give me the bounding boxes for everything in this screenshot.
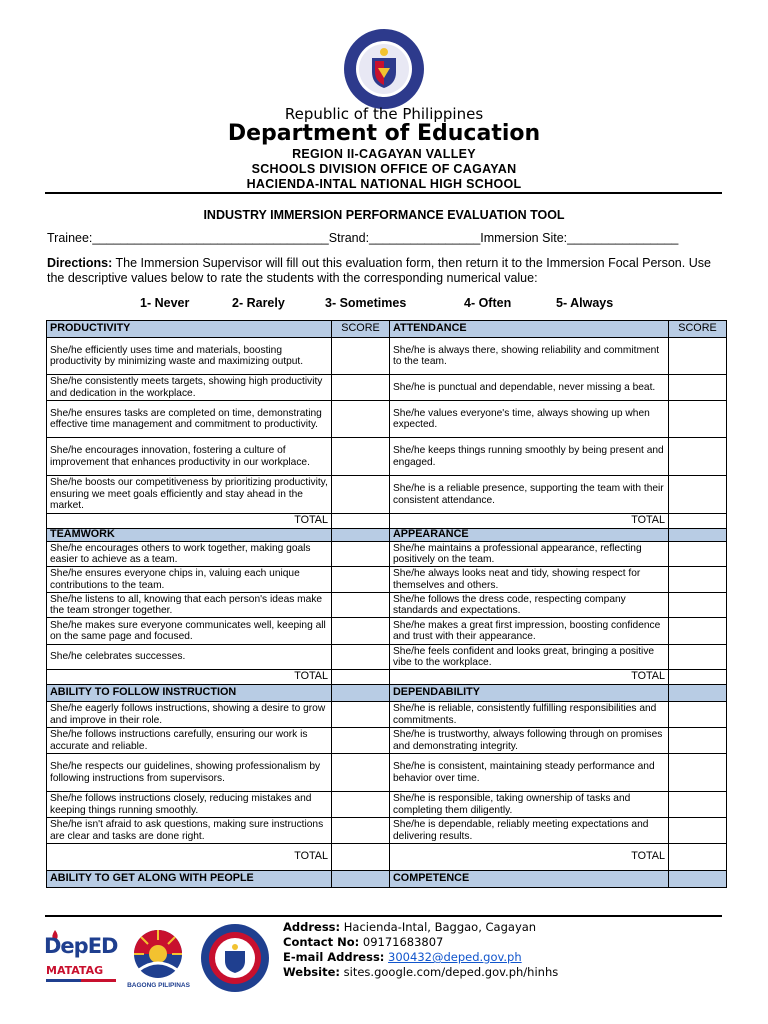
score-cell[interactable] [669,728,727,754]
criterion-text: She/he always looks neat and tidy, showing respect for themselves and others. [390,567,669,593]
total-score-cell[interactable] [332,514,390,529]
section-get-along: ABILITY TO GET ALONG WITH PEOPLE [47,871,332,888]
evaluation-table [46,320,727,888]
school-heading: HACIENDA-INTAL NATIONAL HIGH SCHOOL [246,177,522,191]
scale-rarely: 2- Rarely [232,296,285,310]
score-cell[interactable] [669,792,727,818]
department-heading: Department of Education [227,121,541,146]
section-follow-instruction: ABILITY TO FOLLOW INSTRUCTION [47,685,332,702]
score-cell[interactable] [332,728,390,754]
bagong-pilipinas-logo [121,926,196,996]
header-divider [45,192,722,194]
contact-value: 09171683807 [359,935,444,949]
score-cell[interactable] [332,702,390,728]
total-score-cell[interactable] [669,670,727,685]
score-header-empty [332,685,390,702]
total-score-cell[interactable] [669,514,727,529]
criterion-text: She/he is a reliable presence, supporting the team with their consistent attendance. [390,476,669,514]
section-teamwork: TEAMWORK [47,529,332,542]
contact-label: Contact No: [283,935,360,949]
scale-never: 1- Never [140,296,190,310]
total-row [47,514,727,529]
score-cell[interactable] [669,645,727,670]
criterion-text: She/he listens to all, knowing that each person's ideas make the team stronger together. [47,593,332,618]
bagong-pilipinas-text: BAGONG PILIPINAS [127,982,190,989]
directions-paragraph [47,256,727,286]
deped-wordmark: DepED [44,934,118,958]
score-cell[interactable] [332,792,390,818]
footer-address [283,920,536,935]
criterion-text: She/he keeps things running smoothly by being present and engaged. [390,438,669,476]
form-title: INDUSTRY IMMERSION PERFORMANCE EVALUATION TOOL [203,208,565,222]
division-heading: SCHOOLS DIVISION OFFICE OF CAGAYAN [251,162,517,176]
criterion-text: She/he follows instructions closely, reducing mistakes and keeping things running smoothly. [47,792,332,818]
score-cell[interactable] [332,476,390,514]
total-label: TOTAL [47,514,332,529]
footer-website [283,965,558,980]
table-row [47,818,727,844]
criterion-text: She/he follows the dress code, respecting company standards and expectations. [390,593,669,618]
score-cell[interactable] [669,401,727,438]
criterion-text: She/he ensures tasks are completed on time, demonstrating effective time management and commitment to productivity. [47,401,332,438]
total-score-cell[interactable] [332,670,390,685]
footer-email [283,950,522,965]
score-cell[interactable] [332,375,390,401]
score-header-empty [332,871,390,888]
score-cell[interactable] [332,338,390,375]
score-cell[interactable] [332,542,390,567]
school-seal-logo [200,923,270,993]
total-row [47,844,727,871]
criterion-text: She/he is punctual and dependable, never missing a beat. [390,375,669,401]
deped-seal-logo [343,28,425,110]
table-row [47,567,727,593]
score-cell[interactable] [332,618,390,645]
criterion-text: She/he makes a great first impression, boosting confidence and trust with their appearance. [390,618,669,645]
criterion-text: She/he encourages others to work together, making goals easier to achieve as a team. [47,542,332,567]
trainee-fields-line[interactable]: Trainee:__________________________________Strand:________________Immersion Site:________________ [47,231,679,245]
total-label: TOTAL [390,514,669,529]
criterion-text: She/he values everyone's time, always showing up when expected. [390,401,669,438]
table-row [47,702,727,728]
total-score-cell[interactable] [669,844,727,871]
score-header-empty [332,529,390,542]
email-link[interactable]: 300432@deped.gov.ph [388,950,522,964]
score-cell[interactable] [669,476,727,514]
section-productivity: PRODUCTIVITY [47,321,332,338]
criterion-text: She/he follows instructions carefully, ensuring our work is accurate and reliable. [47,728,332,754]
total-label: TOTAL [390,844,669,871]
scale-sometimes: 3- Sometimes [325,296,407,310]
total-label: TOTAL [47,670,332,685]
score-header: SCORE [332,321,390,338]
table-row [47,375,727,401]
score-cell[interactable] [332,754,390,792]
score-cell[interactable] [669,618,727,645]
website-label: Website: [283,965,340,979]
score-cell[interactable] [669,438,727,476]
score-cell[interactable] [669,542,727,567]
score-cell[interactable] [669,754,727,792]
address-label: Address: [283,920,341,934]
bagong-pilipinas-emblem [121,926,196,982]
criterion-text: She/he maintains a professional appearance, reflecting positively on the team. [390,542,669,567]
table-row [47,792,727,818]
total-label: TOTAL [390,670,669,685]
table-row [47,754,727,792]
criterion-text: She/he respects our guidelines, showing professionalism by following instructions from supervisors. [47,754,332,792]
criterion-text: She/he boosts our competitiveness by prioritizing productivity, ensuring we meet goals efficiently and stay ahead in the market. [47,476,332,514]
criterion-text: She/he is reliable, consistently fulfilling responsibilities and commitments. [390,702,669,728]
criterion-text: She/he is always there, showing reliability and commitment to the team. [390,338,669,375]
score-cell[interactable] [669,567,727,593]
table-row [47,728,727,754]
directions-label: Directions: [47,256,113,270]
score-cell[interactable] [332,401,390,438]
table-row [47,401,727,438]
scale-often: 4- Often [464,296,512,310]
section-appearance: APPEARANCE [390,529,669,542]
total-row [47,670,727,685]
matatag-wordmark: MATATAG [46,964,104,977]
criterion-text: She/he efficiently uses time and materials, boosting productivity by minimizing waste and maximizing output. [47,338,332,375]
section-header-row [47,871,727,888]
region-heading: REGION II-CAGAYAN VALLEY [292,147,476,161]
table-row [47,438,727,476]
footer-divider [45,915,722,917]
criterion-text: She/he ensures everyone chips in, valuing each unique contributions to the team. [47,567,332,593]
website-value[interactable]: sites.google.com/deped.gov.ph/hinhs [340,965,559,979]
footer-contact [283,935,443,950]
table-row [47,618,727,645]
table-row [47,645,727,670]
criterion-text: She/he is responsible, taking ownership of tasks and completing them diligently. [390,792,669,818]
section-header-row [47,321,727,338]
table-row [47,338,727,375]
score-cell[interactable] [669,818,727,844]
section-dependability: DEPENDABILITY [390,685,669,702]
criterion-text: She/he is consistent, maintaining steady performance and behavior over time. [390,754,669,792]
table-row [47,542,727,567]
republic-heading: Republic of the Philippines [284,105,484,123]
deped-matatag-logo [44,930,116,992]
score-header: SCORE [669,321,727,338]
criterion-text: She/he encourages innovation, fostering a culture of improvement that enhances productivity in our workplace. [47,438,332,476]
criterion-text: She/he eagerly follows instructions, showing a desire to grow and improve in their role. [47,702,332,728]
section-header-row [47,529,727,542]
total-score-cell[interactable] [332,844,390,871]
criterion-text: She/he feels confident and looks great, bringing a positive vibe to the workplace. [390,645,669,670]
score-cell[interactable] [669,593,727,618]
score-cell[interactable] [669,338,727,375]
matatag-underline [46,979,116,982]
score-cell[interactable] [332,645,390,670]
section-attendance: ATTENDANCE [390,321,669,338]
score-header-empty [669,529,727,542]
total-label: TOTAL [47,844,332,871]
criterion-text: She/he isn't afraid to ask questions, making sure instructions are clear and tasks are done right. [47,818,332,844]
criterion-text: She/he is dependable, reliably meeting expectations and delivering results. [390,818,669,844]
score-cell[interactable] [332,438,390,476]
score-cell[interactable] [332,567,390,593]
criterion-text: She/he consistently meets targets, showing high productivity and dedication in the workplace. [47,375,332,401]
score-header-empty [669,685,727,702]
score-cell[interactable] [669,702,727,728]
criterion-text: She/he celebrates successes. [47,645,332,670]
score-cell[interactable] [332,818,390,844]
section-competence: COMPETENCE [390,871,669,888]
scale-always: 5- Always [556,296,614,310]
criterion-text: She/he is trustworthy, always following through on promises and demonstrating integrity. [390,728,669,754]
table-row [47,476,727,514]
score-header-empty [669,871,727,888]
directions-text: The Immersion Supervisor will fill out this evaluation form, then return it to the Immersion Focal Person. Use the descriptive values below to rate the students with the corresponding numerical value: [47,256,711,285]
section-header-row [47,685,727,702]
table-row [47,593,727,618]
address-value: Hacienda-Intal, Baggao, Cagayan [340,920,537,934]
score-cell[interactable] [669,375,727,401]
criterion-text: She/he makes sure everyone communicates well, keeping all on the same page and focused. [47,618,332,645]
score-cell[interactable] [332,593,390,618]
email-label: E-mail Address: [283,950,385,964]
